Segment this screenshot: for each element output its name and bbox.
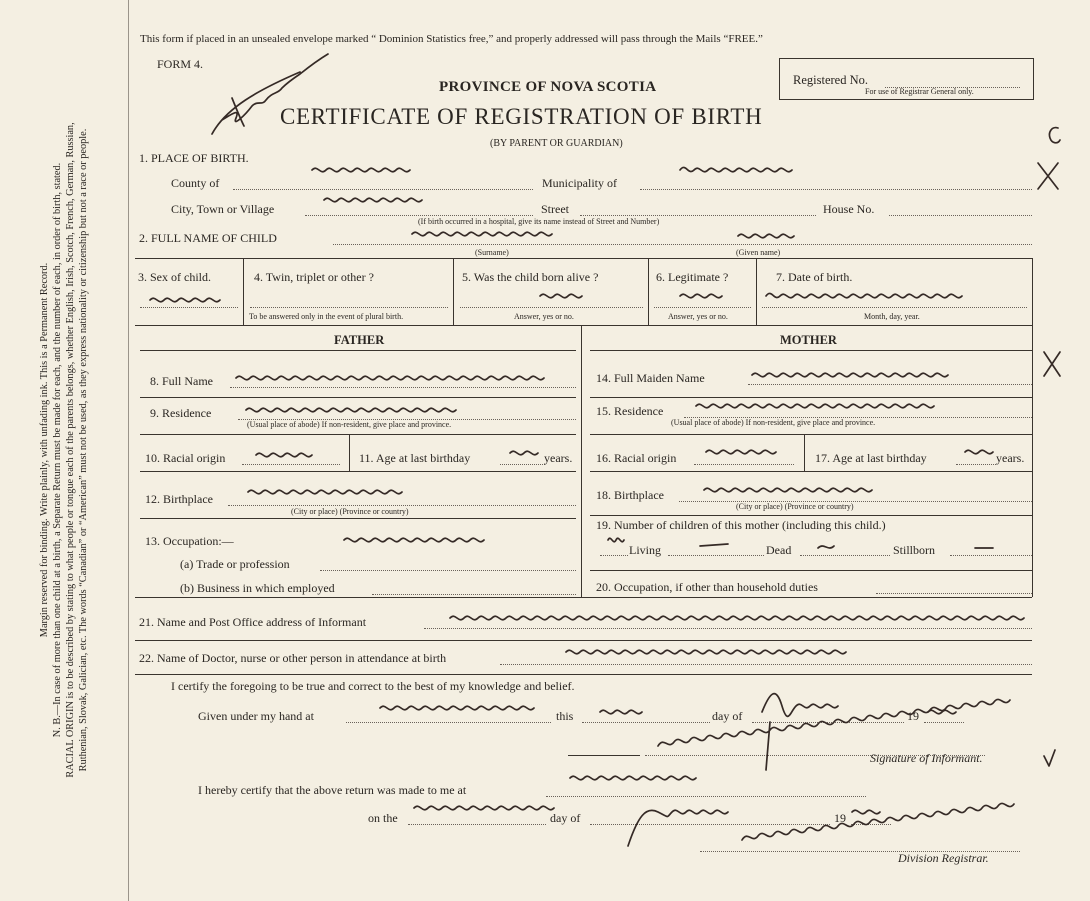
check-mark bbox=[1049, 128, 1060, 143]
mother-age-label: 17. Age at last birthday bbox=[815, 451, 927, 465]
certify-statement: I certify the foregoing to be true and correct to the best of my knowledge and belief. bbox=[171, 679, 575, 693]
handwriting-entry bbox=[696, 404, 934, 407]
mother-occupation-label: 20. Occupation, if other than household duties bbox=[596, 580, 818, 594]
father-birthplace-label: 12. Birthplace bbox=[145, 492, 213, 506]
given-name-note: (Given name) bbox=[736, 248, 781, 257]
street-label: Street bbox=[541, 202, 569, 216]
handwriting-entry bbox=[704, 488, 872, 491]
handwriting-entry bbox=[628, 810, 728, 846]
handwriting-entry bbox=[248, 490, 402, 493]
margin-note: N. B.—In case of more than one child at a birth, a Separate Return must be made for each, and the number of each, in order of birth, stated. bbox=[52, 162, 63, 738]
hospital-note: (If birth occurred in a hospital, give its name instead of Street and Number) bbox=[418, 217, 660, 226]
return-day-of-label: day of bbox=[550, 811, 581, 825]
year-prefix: 19 bbox=[907, 709, 919, 723]
handwriting-entry bbox=[414, 806, 554, 809]
handwriting-entry bbox=[752, 373, 948, 376]
on-the-label: on the bbox=[368, 811, 398, 825]
handwriting-entry bbox=[738, 234, 794, 237]
handwriting-entry bbox=[566, 650, 846, 653]
father-years: years. bbox=[544, 451, 573, 465]
father-age-label: 11. Age at last birthday bbox=[359, 451, 471, 465]
handwriting-entry bbox=[236, 376, 544, 379]
surname-note: (Surname) bbox=[475, 248, 509, 257]
handwriting-entry bbox=[766, 293, 962, 297]
informant-label: 21. Name and Post Office address of Informant bbox=[139, 615, 367, 629]
born-alive-label: 5. Was the child born alive ? bbox=[462, 270, 599, 284]
handwriting-entry bbox=[706, 450, 776, 453]
check-mark bbox=[1038, 163, 1058, 189]
informant-signature bbox=[658, 699, 1010, 770]
date-of-birth-label: 7. Date of birth. bbox=[776, 270, 853, 284]
handwriting-entry bbox=[450, 616, 1024, 619]
handwriting-stamp bbox=[212, 54, 328, 134]
handwriting-entry bbox=[312, 168, 410, 171]
handwriting-entry bbox=[344, 538, 484, 541]
handwriting-entry bbox=[540, 294, 582, 297]
mail-notice: This form if placed in an unsealed envelope marked “ Dominion Statistics free,” and properly addressed will pass through the Mails “FREE.” bbox=[140, 33, 763, 45]
registered-number-label: Registered No. bbox=[793, 73, 868, 87]
margin-note: Ruthenian, Slovak, Galician, etc. The words “Canadian” or “American” must not be used, as they express nationality or citizenship but not a race or people. bbox=[78, 128, 89, 772]
province-heading: PROVINCE OF NOVA SCOTIA bbox=[439, 79, 657, 95]
father-business-label: (b) Business in which employed bbox=[180, 581, 335, 595]
date-of-birth-note: Month, day, year. bbox=[864, 312, 920, 321]
form-number: FORM 4. bbox=[157, 57, 204, 71]
mother-children-label: 19. Number of children of this mother (including this child.) bbox=[596, 518, 886, 532]
handwriting-entry bbox=[510, 451, 538, 454]
return-certify-statement: I hereby certify that the above return was made to me at bbox=[198, 783, 467, 797]
city-label: City, Town or Village bbox=[171, 202, 275, 216]
margin-note: RACIAL ORIGIN is to be described by stating to what people or tongue each of the parents belongs, whether English, Irish, Scotch, French, German, Russian, bbox=[65, 122, 76, 778]
return-year-prefix: 19 bbox=[834, 811, 846, 825]
registered-number-note: For use of Registrar General only. bbox=[865, 87, 974, 96]
legitimate-note: Answer, yes or no. bbox=[668, 312, 728, 321]
given-under-label: Given under my hand at bbox=[198, 709, 314, 723]
handwriting-entry bbox=[570, 776, 696, 779]
municipality-label: Municipality of bbox=[542, 176, 617, 190]
father-occupation-label: 13. Occupation:— bbox=[145, 534, 234, 548]
handwriting-entry bbox=[680, 294, 722, 297]
this-label: this bbox=[556, 709, 574, 723]
handwriting-entry bbox=[762, 694, 838, 717]
handwriting-entry bbox=[380, 706, 534, 709]
handwriting-entry bbox=[150, 298, 220, 301]
handwriting-entry bbox=[324, 198, 422, 201]
handwriting-entry bbox=[600, 710, 642, 713]
sex-label: 3. Sex of child. bbox=[138, 270, 211, 284]
handwriting-entry bbox=[965, 450, 993, 453]
mother-racial-label: 16. Racial origin bbox=[596, 451, 677, 465]
twin-note: To be answered only in the event of plural birth. bbox=[249, 312, 404, 321]
mother-birthplace-label: 18. Birthplace bbox=[596, 488, 664, 502]
dead-label: Dead bbox=[766, 543, 792, 557]
father-racial-label: 10. Racial origin bbox=[145, 451, 226, 465]
check-mark bbox=[1044, 750, 1055, 766]
handwriting-entry bbox=[412, 232, 552, 235]
father-trade-label: (a) Trade or profession bbox=[180, 557, 290, 571]
handwriting-entry bbox=[852, 810, 880, 813]
stillborn-label: Stillborn bbox=[893, 543, 936, 557]
twin-label: 4. Twin, triplet or other ? bbox=[254, 270, 374, 284]
mother-residence-note: (Usual place of abode) If non-resident, give place and province. bbox=[671, 418, 876, 427]
house-number-label: House No. bbox=[823, 202, 875, 216]
check-mark bbox=[1044, 352, 1060, 376]
county-label: County of bbox=[171, 176, 220, 190]
handwriting-entry bbox=[680, 167, 792, 171]
father-birthplace-note: (City or place) (Province or country) bbox=[291, 507, 409, 516]
margin-note: Margin reserved for binding. Write plainly, with unfading ink. This is a Permanent Record. bbox=[39, 262, 50, 638]
handwriting-entry bbox=[608, 538, 993, 548]
signature-of-informant-label: Signature of Informant. bbox=[870, 751, 983, 765]
father-name-label: 8. Full Name bbox=[150, 374, 213, 388]
certificate-title: CERTIFICATE OF REGISTRATION OF BIRTH bbox=[280, 104, 763, 129]
mother-name-label: 14. Full Maiden Name bbox=[596, 371, 705, 385]
certificate-subtitle: (BY PARENT OR GUARDIAN) bbox=[490, 138, 623, 149]
division-registrar-label: Division Registrar. bbox=[898, 851, 989, 865]
living-label: Living bbox=[629, 543, 661, 557]
legitimate-label: 6. Legitimate ? bbox=[656, 270, 729, 284]
handwriting-entry bbox=[256, 453, 312, 456]
day-of-label: day of bbox=[712, 709, 743, 723]
father-heading: FATHER bbox=[334, 333, 385, 347]
father-residence-note: (Usual place of abode) If non-resident, give place and province. bbox=[247, 420, 452, 429]
mother-birthplace-note: (City or place) (Province or country) bbox=[736, 502, 854, 511]
handwriting-entry bbox=[246, 408, 456, 411]
born-alive-note: Answer, yes or no. bbox=[514, 312, 574, 321]
father-residence-label: 9. Residence bbox=[150, 406, 212, 420]
mother-residence-label: 15. Residence bbox=[596, 404, 664, 418]
mother-years: years. bbox=[996, 451, 1025, 465]
registrar-signature bbox=[742, 803, 1014, 840]
child-name-label: 2. FULL NAME OF CHILD bbox=[139, 231, 277, 245]
mother-heading: MOTHER bbox=[780, 333, 837, 347]
place-of-birth-label: 1. PLACE OF BIRTH. bbox=[139, 151, 249, 165]
doctor-label: 22. Name of Doctor, nurse or other person in attendance at birth bbox=[139, 651, 447, 665]
